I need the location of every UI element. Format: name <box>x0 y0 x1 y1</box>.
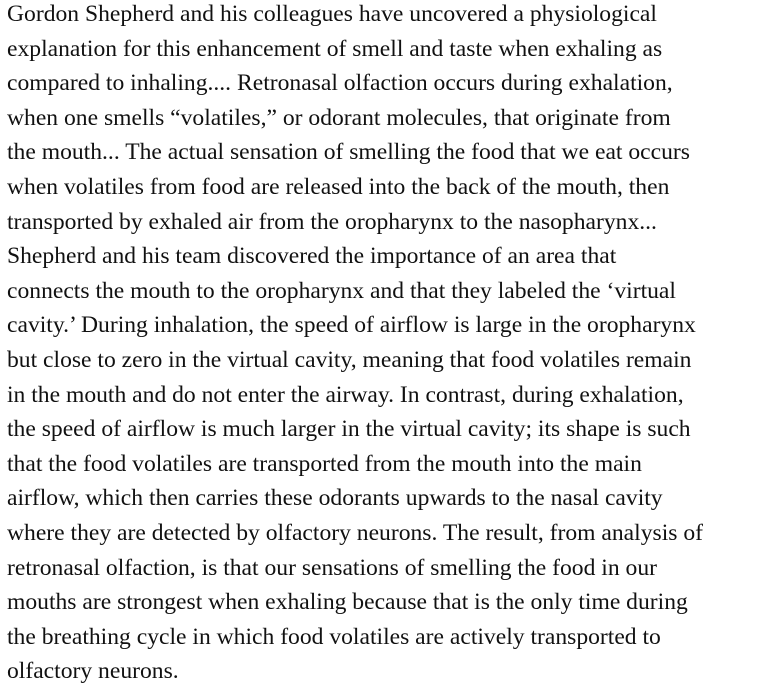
passage-line: mouths are strongest when exhaling because that is the only time during <box>7 589 688 616</box>
passage-line: the speed of airflow is much larger in the virtual cavity; its shape is such <box>7 416 691 443</box>
passage-line: when one smells “volatiles,” or odorant molecules, that originate from <box>7 104 671 131</box>
passage-text <box>7 0 779 689</box>
passage-line: in the mouth and do not enter the airway. In contrast, during exhalation, <box>7 381 684 408</box>
passage-line: connects the mouth to the oropharynx and that they labeled the ‘virtual <box>7 277 676 304</box>
passage-line: transported by exhaled air from the oropharynx to the nasopharynx... <box>7 208 657 235</box>
passage-line: explanation for this enhancement of smell and taste when exhaling as <box>7 35 663 62</box>
passage-line: but close to zero in the virtual cavity, meaning that food volatiles remain <box>7 346 692 373</box>
passage-line: when volatiles from food are released into the back of the mouth, then <box>7 173 670 200</box>
passage-line: olfactory neurons. <box>7 658 179 685</box>
passage-line: the mouth... The actual sensation of smelling the food that we eat occurs <box>7 139 690 166</box>
passage-line: Gordon Shepherd and his colleagues have uncovered a physiological <box>7 1 657 27</box>
passage-line: compared to inhaling.... Retronasal olfaction occurs during exhalation, <box>7 70 673 97</box>
passage-line: retronasal olfaction, is that our sensations of smelling the food in our <box>7 554 658 581</box>
passage-line: airflow, which then carries these odorants upwards to the nasal cavity <box>7 485 663 512</box>
passage-line: where they are detected by olfactory neurons. The result, from analysis of <box>7 519 703 546</box>
passage-line: Shepherd and his team discovered the importance of an area that <box>7 243 617 270</box>
passage-line: cavity.’ During inhalation, the speed of airflow is large in the oropharynx <box>7 312 696 339</box>
passage-line: that the food volatiles are transported from the mouth into the main <box>7 450 642 477</box>
passage-line: the breathing cycle in which food volatiles are actively transported to <box>7 623 661 650</box>
